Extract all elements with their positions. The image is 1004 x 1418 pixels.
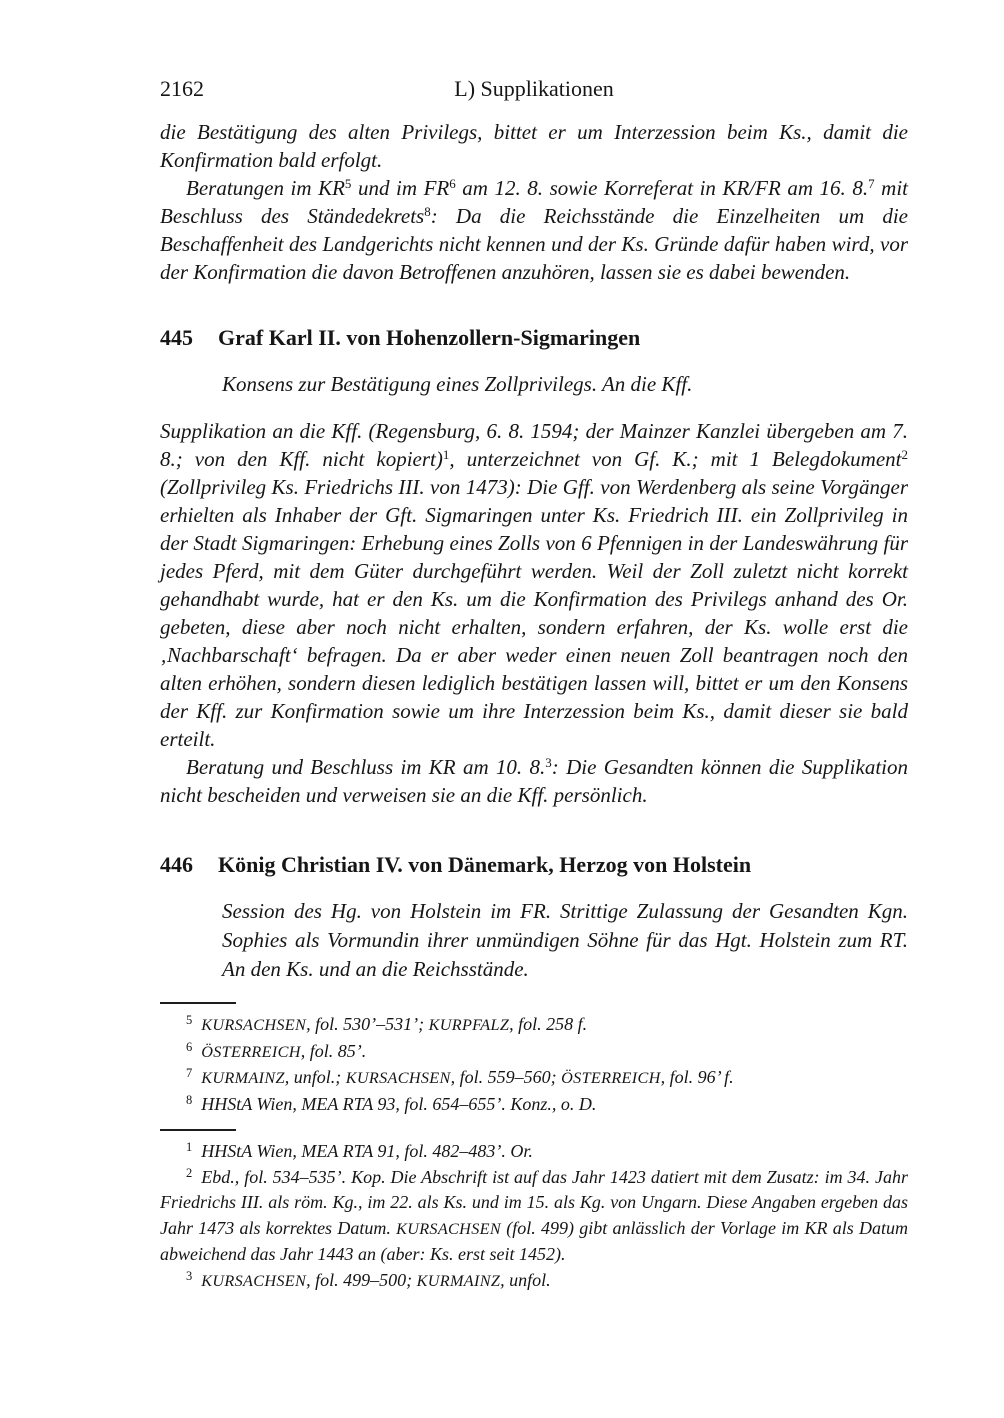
archive-name: KURMAINZ bbox=[201, 1069, 285, 1087]
footnotes-block-lower bbox=[160, 1139, 908, 1294]
entry-445-body bbox=[160, 417, 908, 809]
archive-name: ÖSTERREICH bbox=[201, 1042, 301, 1061]
page-number: 2162 bbox=[160, 76, 204, 101]
footnote bbox=[160, 1139, 908, 1165]
footnote bbox=[160, 1268, 908, 1295]
footnote-text: HHStA Wien, MEA RTA 93, fol. 654–655’. Konz., o. D. bbox=[201, 1093, 597, 1114]
continuation-paragraph: die Bestätigung des alten Privilegs, bittet er um Interzession beim Ks., damit die Konfirmation bald erfolgt. bbox=[160, 120, 908, 172]
footnote-number: 7 bbox=[186, 1066, 193, 1080]
entry-445-subtitle: Konsens zur Bestätigung eines Zollprivilegs. An die Kff. bbox=[222, 372, 693, 396]
footnote-separator-lower bbox=[160, 1129, 236, 1131]
footnote-reference: 6 bbox=[449, 176, 456, 191]
footnote-text: HHStA Wien, MEA RTA 91, fol. 482–483’. Or. bbox=[201, 1141, 533, 1161]
entry-446-title: König Christian IV. von Dänemark, Herzog von Holstein bbox=[218, 852, 752, 877]
footnote-text: KURSACHSEN, fol. 499–500; KURMAINZ, unfol. bbox=[201, 1269, 551, 1290]
footnote-number: 8 bbox=[186, 1092, 193, 1107]
archive-name: KURSACHSEN bbox=[396, 1219, 501, 1238]
footnote-reference: 5 bbox=[344, 176, 352, 191]
footnote-reference: 8 bbox=[424, 204, 431, 219]
footnote-text: KURMAINZ, unfol.; KURSACHSEN, fol. 559–560; ÖSTERREICH, fol. 96’ f. bbox=[201, 1067, 734, 1087]
footnote-number: 1 bbox=[186, 1140, 193, 1154]
archive-name: KURSACHSEN bbox=[201, 1271, 307, 1290]
entry-445-title: Graf Karl II. von Hohenzollern-Sigmaringen bbox=[218, 325, 641, 350]
deliberation-paragraph-444: Beratungen im KR$^5$ und im FR$^6$ am 12. 8. sowie Korreferat in KR/FR am 16. 8.$^7$ mit Beschluss des Ständedekrets$^8$: Da die Reichsstände die Einzelheiten um die Beschaffenheit des Landgerichts nicht kennen und der Ks. Gründe dafür haben wird, vor der Konfirmation die davon Betroffenen anzuhören, lassen sie es dabei bewenden. bbox=[160, 176, 909, 284]
footnote bbox=[160, 1165, 908, 1268]
footnote-reference: 7 bbox=[868, 176, 875, 191]
entry-445-number: 445 bbox=[160, 325, 193, 350]
footnote-number: 5 bbox=[186, 1013, 193, 1027]
page-header bbox=[160, 76, 908, 102]
entry-445 bbox=[160, 324, 908, 809]
footnote-reference: 1 bbox=[442, 447, 450, 462]
archive-name: ÖSTERREICH bbox=[561, 1069, 661, 1087]
entry-446-subtitle: Session des Hg. von Holstein im FR. Strittige Zulassung der Gesandten Kgn. Sophies als Vormundin ihrer unmündigen Söhne für das Hgt. Holstein zum RT. An den Ks. und an die Reichsstände. bbox=[222, 899, 908, 981]
archive-name: KURPFALZ bbox=[428, 1016, 510, 1034]
footnote-text: Ebd., fol. 534–535’. Kop. Die Abschrift ist auf das Jahr 1423 datiert mit dem Zusatz: im 34. Jahr Friedrichs III. als röm. Kg., im 22. als Ks. und im 15. als Kg. von Ungarn. Diese Angaben ergeben das Jahr 1473 als korrektes Datum. KURSACHSEN (fol. 499) gibt anlässlich der Vorlage im KR als Datum abweichend das Jahr 1443 an (aber: Ks. erst seit 1452). bbox=[160, 1166, 908, 1264]
footnotes-block-upper bbox=[160, 1012, 908, 1117]
footnote-number: 2 bbox=[186, 1165, 193, 1180]
entry-445-supplication-paragraph: Supplikation an die Kff. (Regensburg, 6. 8. 1594; der Mainzer Kanzlei übergeben am 7. 8.; von den Kff. nicht kopiert)$^1$, unterzeichnet von Gf. K.; mit 1 Belegdokument$^2$ (Zollprivileg Ks. Friedrichs III. von 1473): Die Gff. von Werdenberg als seine Vorgänger erhielten als Inhaber der Gft. Sigmaringen unter Ks. Friedrich III. ein Zollprivileg in der Stadt Sigmaringen: Erhebung eines Zolls von 6 Pfennigen in der Landeswährung für jedes Pferd, mit dem Güter durchgeführt werden. Weil der Zoll zuletzt nicht korrekt gehandhabt wurde, hat er den Ks. um die Konfirmation des Privilegs anhand des Or. gebeten, diese aber noch nicht erhalten, sondern erfahren, der Ks. wolle erst die ‚Nachbarschaft‘ befragen. Da er aber weder einen neuen Zoll beantragen noch den alten erhöhen, sondern diesen lediglich bestätigen lassen will, bittet er um den Konsens der Kff. zur Konfirmation sowie um ihre Interzession beim Ks., damit dieser sie bald erteilt. bbox=[160, 419, 908, 751]
footnote bbox=[160, 1039, 908, 1066]
footnote bbox=[160, 1065, 908, 1092]
footnote-reference: 2 bbox=[901, 447, 908, 462]
entry-445-heading bbox=[160, 324, 908, 352]
archive-name: KURMAINZ bbox=[416, 1271, 501, 1290]
footnote-text: KURSACHSEN, fol. 530’–531’; KURPFALZ, fol. 258 f. bbox=[201, 1014, 588, 1034]
entry-446 bbox=[160, 851, 908, 984]
entry-446-number: 446 bbox=[160, 852, 193, 877]
intro-section bbox=[160, 118, 908, 286]
running-head: L) Supplikationen bbox=[454, 76, 614, 101]
footnote-reference: 3 bbox=[545, 755, 552, 770]
footnote-separator-upper bbox=[160, 1002, 236, 1004]
footnote bbox=[160, 1012, 908, 1039]
footnote-number: 6 bbox=[186, 1039, 193, 1054]
entry-445-deliberation-paragraph: Beratung und Beschluss im KR am 10. 8.$^3$: Die Gesandten können die Supplikation nicht bescheiden und verweisen sie an die Kff. persönlich. bbox=[160, 755, 908, 807]
footnote-number: 3 bbox=[186, 1268, 193, 1283]
footnote-text: ÖSTERREICH, fol. 85’. bbox=[201, 1040, 367, 1061]
archive-name: KURSACHSEN bbox=[345, 1069, 451, 1087]
footnote bbox=[160, 1092, 908, 1118]
archive-name: KURSACHSEN bbox=[201, 1016, 307, 1034]
entry-446-heading bbox=[160, 851, 908, 879]
